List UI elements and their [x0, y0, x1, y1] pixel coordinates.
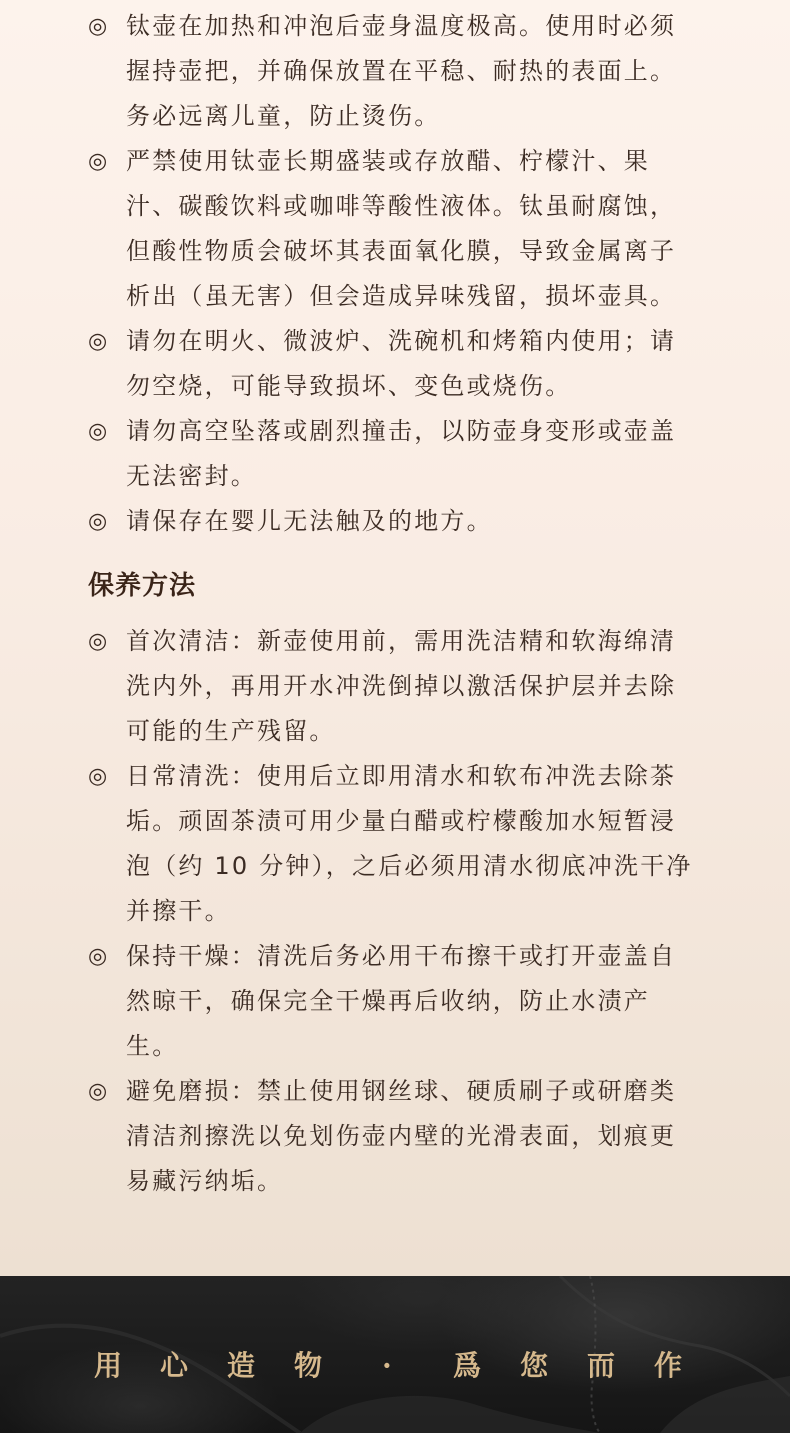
slogan-char: 心 [160, 1349, 189, 1382]
warning-text: 请保存在婴儿无法触及的地方。 [126, 507, 493, 535]
bullet-icon: ◎ [88, 764, 110, 789]
bullet-icon: ◎ [88, 149, 110, 174]
bullet-icon: ◎ [88, 329, 110, 354]
footer-slogan [94, 1346, 694, 1386]
care-list [88, 619, 702, 1204]
slogan-char: 造 [227, 1349, 256, 1382]
warning-item [88, 499, 702, 544]
bullet-icon: ◎ [88, 629, 110, 654]
warning-list [88, 4, 702, 544]
care-text: 保持干燥：清洗后务必用干布擦干或打开壶盖自然晾干，确保完全干燥再后收纳，防止水渍产生。 [126, 942, 677, 1060]
care-text: 首次清洁：新壶使用前，需用洗洁精和软海绵清洗内外，再用开水冲洗倒掉以激活保护层并去除可能的生产残留。 [126, 627, 677, 745]
warning-item [88, 319, 702, 409]
slogan-char: 作 [654, 1349, 683, 1382]
care-item [88, 1069, 702, 1204]
slogan-char: 物 [294, 1349, 323, 1382]
warning-text: 请勿高空坠落或剧烈撞击，以防壶身变形或壶盖无法密封。 [126, 417, 677, 490]
warning-item [88, 409, 702, 499]
bullet-icon: ◎ [88, 509, 110, 534]
bullet-icon: ◎ [88, 14, 110, 39]
slogan-char: 您 [520, 1349, 549, 1382]
care-text: 避免磨损：禁止使用钢丝球、硬质刷子或研磨类清洁剂擦洗以免划伤壶内壁的光滑表面，划痕更易藏污纳垢。 [126, 1077, 677, 1195]
footer-banner [0, 1276, 790, 1433]
bullet-icon: ◎ [88, 1079, 110, 1104]
care-item [88, 754, 702, 934]
slogan-char: 而 [587, 1349, 616, 1382]
slogan-char: 爲 [453, 1349, 482, 1382]
slogan-char: 用 [94, 1349, 123, 1382]
warning-item [88, 139, 702, 319]
care-section-title: 保养方法 [88, 571, 197, 601]
bullet-icon: ◎ [88, 419, 110, 444]
warning-text: 钛壶在加热和冲泡后壶身温度极高。使用时必须握持壶把，并确保放置在平稳、耐热的表面上。务必远离儿童，防止烫伤。 [126, 12, 677, 130]
care-item [88, 934, 702, 1069]
care-text: 日常清洗：使用后立即用清水和软布冲洗去除茶垢。顽固茶渍可用少量白醋或柠檬酸加水短暂浸泡（约 10 分钟），之后必须用清水彻底冲洗干净并擦干。 [126, 762, 693, 925]
bullet-icon: ◎ [88, 944, 110, 969]
warning-text: 请勿在明火、微波炉、洗碗机和烤箱内使用；请勿空烧，可能导致损坏、变色或烧伤。 [126, 327, 677, 400]
warning-item [88, 4, 702, 139]
slogan-separator: · [382, 1349, 392, 1382]
care-item [88, 619, 702, 754]
warning-text: 严禁使用钛壶长期盛装或存放醋、柠檬汁、果汁、碳酸饮料或咖啡等酸性液体。钛虽耐腐蚀，但酸性物质会破坏其表面氧化膜，导致金属离子析出（虽无害）但会造成异味残留，损坏壶具。 [126, 147, 677, 310]
